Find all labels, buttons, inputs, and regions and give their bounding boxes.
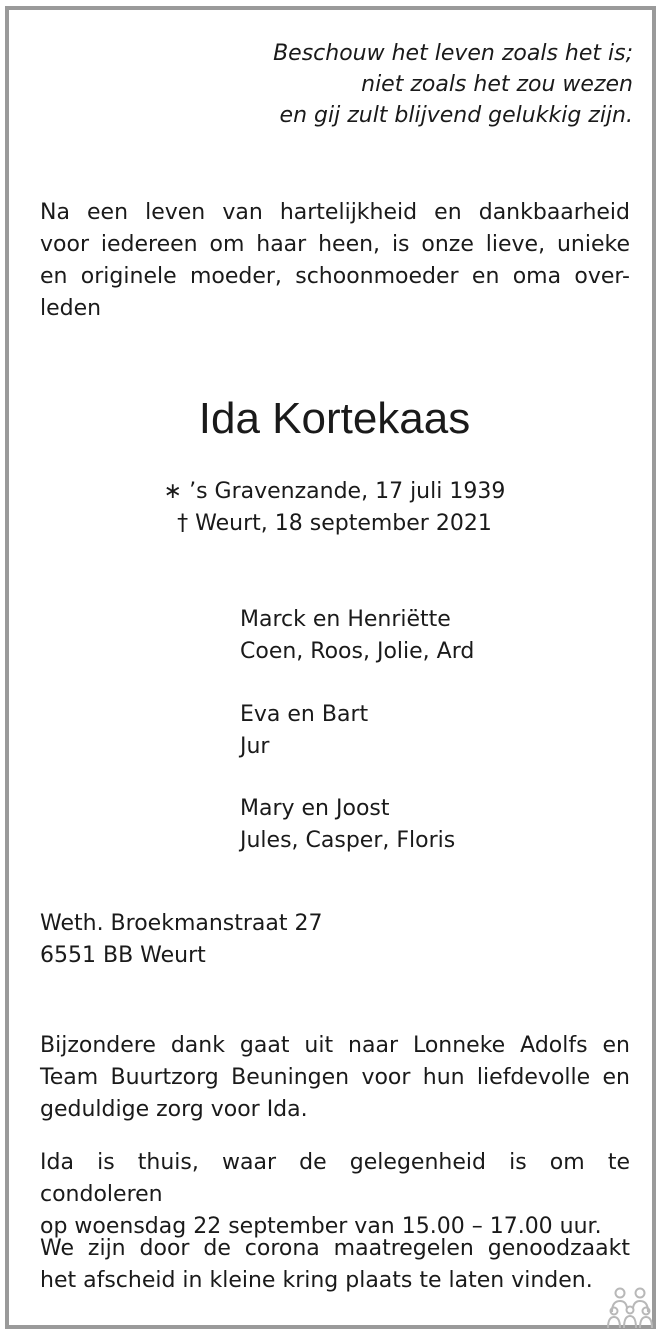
- family-group: [240, 793, 455, 857]
- family-parents: Eva en Bart: [240, 702, 369, 727]
- thanks-line: Team Buurtzorg Beuningen voor hun liefdevolle en: [40, 1065, 630, 1090]
- intro-line: en originele moeder, schoonmoeder en oma over-: [40, 264, 630, 289]
- thanks-line: Bijzondere dank gaat uit naar Lonneke Adolfs en: [40, 1033, 630, 1058]
- thanks-line: geduldige zorg voor Ida.: [40, 1097, 308, 1122]
- address-street: Weth. Broekmanstraat 27: [40, 911, 323, 936]
- quote-line: en gij zult blijvend gelukkig zijn.: [279, 103, 633, 128]
- condolence-line: op woensdag 22 september van 15.00 – 17.00 uur.: [40, 1214, 602, 1239]
- intro-line: Na een leven van hartelijkheid en dankbaarheid: [40, 200, 630, 225]
- intro-paragraph: [40, 197, 630, 325]
- quote-line: Beschouw het leven zoals het is;: [273, 41, 633, 66]
- death-line: † Weurt, 18 september 2021: [177, 511, 492, 536]
- family-group: [240, 604, 474, 668]
- deceased-name: Ida Kortekaas: [198, 394, 471, 443]
- farewell-paragraph: [40, 1233, 630, 1297]
- opening-quote: [273, 38, 633, 131]
- condolence-paragraph: [40, 1147, 630, 1243]
- intro-line: voor iedereen om haar heen, is onze lieve, unieke: [40, 232, 630, 257]
- family-children: Jules, Casper, Floris: [240, 828, 456, 853]
- family-group: [240, 699, 368, 763]
- family-children: Jur: [240, 734, 270, 759]
- thanks-paragraph: [40, 1030, 630, 1126]
- birth-line: ∗ ’s Gravenzande, 17 juli 1939: [163, 479, 506, 504]
- life-dates: [0, 476, 669, 540]
- correspondence-address: [40, 908, 323, 972]
- quote-line: niet zoals het zou wezen: [361, 72, 633, 97]
- farewell-line: We zijn door de corona maatregelen genoodzaakt: [40, 1236, 630, 1261]
- address-city: 6551 BB Weurt: [40, 943, 206, 968]
- farewell-line: het afscheid in kleine kring plaats te laten vinden.: [40, 1268, 593, 1293]
- condolence-line: Ida is thuis, waar de gelegenheid is om te condoleren: [40, 1150, 630, 1207]
- intro-line: leden: [40, 296, 102, 321]
- family-children: Coen, Roos, Jolie, Ard: [240, 639, 475, 664]
- family-parents: Mary en Joost: [240, 796, 390, 821]
- family-parents: Marck en Henriëtte: [240, 607, 451, 632]
- family-people-icon: [606, 1286, 654, 1330]
